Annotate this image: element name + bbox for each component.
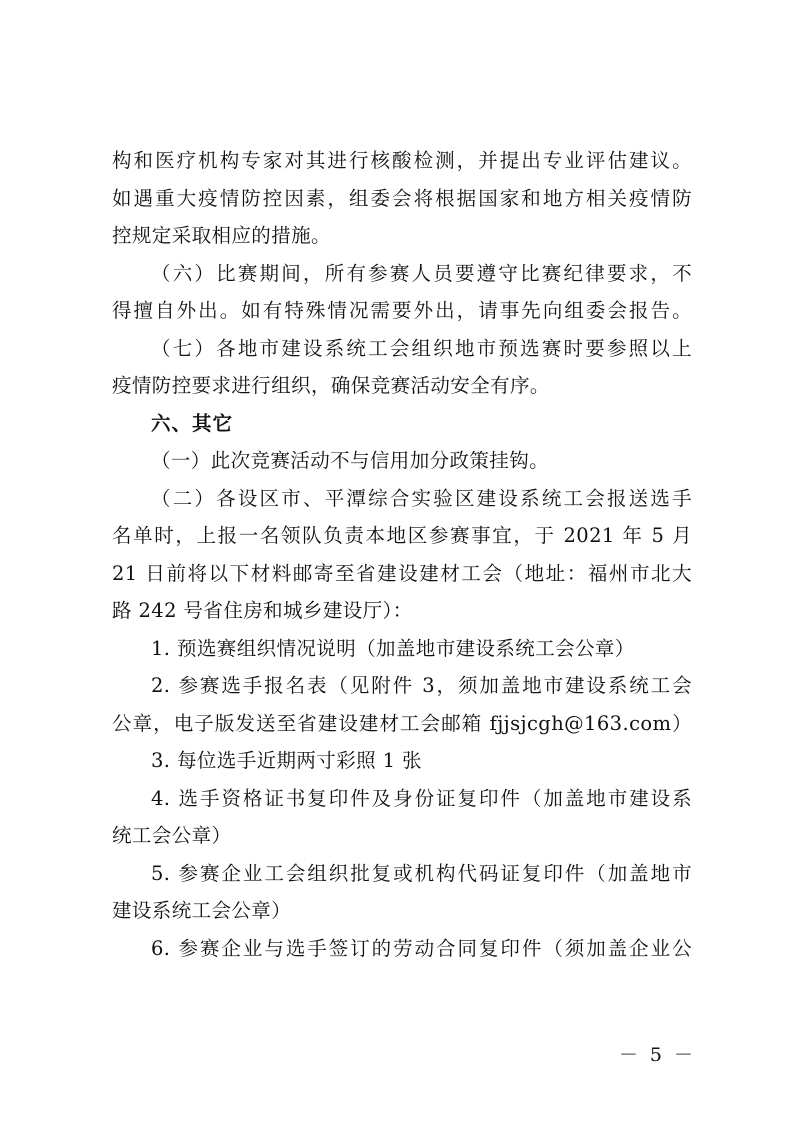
- text-line: 建设系统工会公章）: [112, 899, 292, 922]
- page-number: － 5 －: [618, 1044, 696, 1066]
- text-line: 控规定采取相应的措施。: [112, 224, 331, 247]
- text-line: （二）各设区市、平潭综合实验区建设系统工会报送选手: [151, 486, 692, 510]
- text-line: 得擅自外出。如有特殊情况需要外出，请事先向组委会报告。: [112, 299, 692, 322]
- list-item: 1. 预选赛组织情况说明（加盖地市建设系统工会公章）: [151, 636, 635, 660]
- text-line: 名单时，上报一名领队负责本地区参赛事宜，于 2021 年 5 月: [112, 524, 692, 547]
- list-item: 4. 选手资格证书复印件及身份证复印件（加盖地市建设系: [151, 786, 692, 810]
- text-line: 构和医疗机构专家对其进行核酸检测，并提出专业评估建议。: [112, 149, 692, 172]
- list-item: 6. 参赛企业与选手签订的劳动合同复印件（须加盖企业公: [151, 936, 692, 960]
- text-line: 疫情防控要求进行组织，确保竞赛活动安全有序。: [112, 374, 550, 397]
- text-line: （一）此次竞赛活动不与信用加分政策挂钩。: [151, 449, 550, 472]
- list-item: 5. 参赛企业工会组织批复或机构代码证复印件（加盖地市: [151, 861, 692, 885]
- text-line: 21 日前将以下材料邮寄至省建设建材工会（地址：福州市北大: [112, 561, 692, 585]
- text-line: （七）各地市建设系统工会组织地市预选赛时要参照以上: [151, 336, 692, 360]
- text-line: 公章，电子版发送至省建设建材工会邮箱 fjjsjcgh@163.com）: [112, 711, 692, 735]
- list-item: 3. 每位选手近期两寸彩照 1 张: [151, 749, 422, 772]
- list-item: 2. 参赛选手报名表（见附件 3，须加盖地市建设系统工会: [151, 674, 692, 697]
- document-body: [112, 142, 692, 967]
- section-heading: 六、其它: [151, 411, 234, 435]
- text-line: 路 242 号省住房和城乡建设厅）：: [112, 599, 413, 622]
- text-line: 如遇重大疫情防控因素，组委会将根据国家和地方相关疫情防: [112, 186, 692, 210]
- text-line: （六）比赛期间，所有参赛人员要遵守比赛纪律要求，不: [151, 261, 692, 285]
- text-line: 统工会公章）: [112, 824, 232, 847]
